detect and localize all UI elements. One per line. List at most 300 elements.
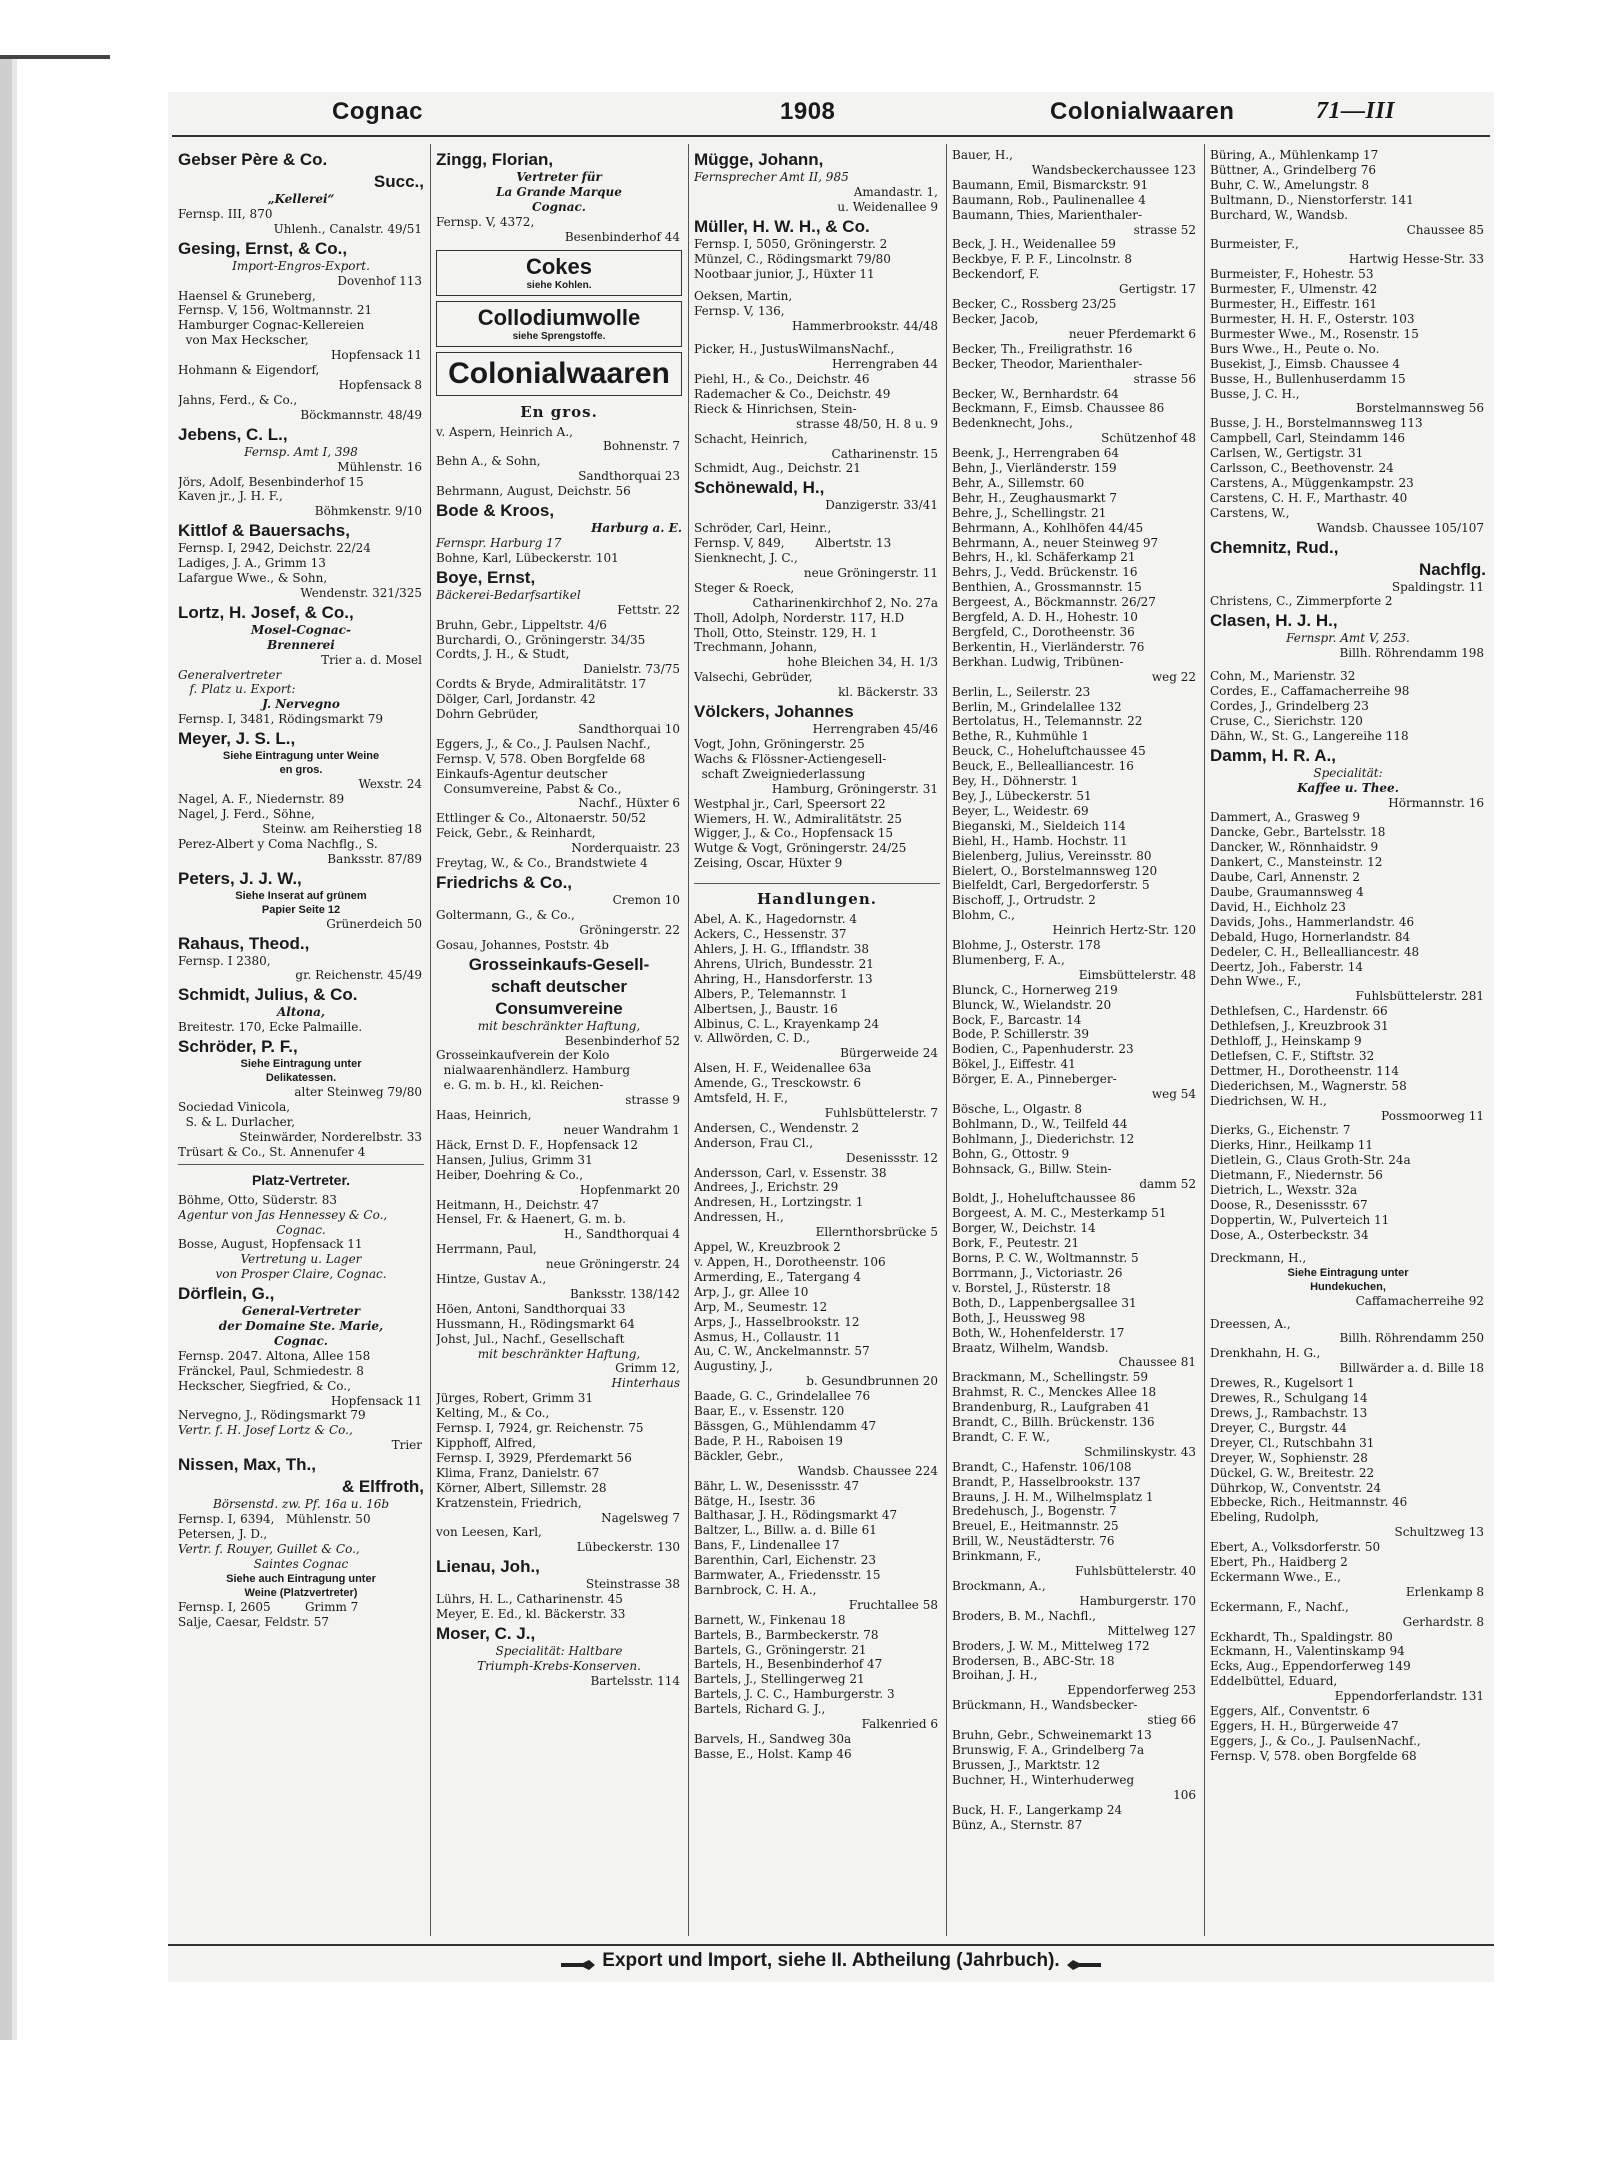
entry-line: Ahlers, J. H. G., Ifflandstr. 38 xyxy=(694,941,870,956)
entry-line: Blohme, J., Osterstr. 178 xyxy=(952,938,1101,953)
entry-line: schaft Zweigniederlassung xyxy=(694,766,866,781)
firm-heading: Nachflg. xyxy=(1418,559,1486,579)
entry-line: Baumann, Emil, Bismarckstr. 91 xyxy=(952,177,1149,192)
entry-line: Busse, J. H., Borstelmannsweg 113 xyxy=(1210,416,1423,431)
entry-address: kl. Bäckerstr. 33 xyxy=(838,685,938,700)
entry-line: Burmeister, F., xyxy=(1210,237,1299,252)
entry-line: Andresen, H., Lortzingstr. 1 xyxy=(694,1195,864,1210)
entry-address: Hopfensack 11 xyxy=(330,1393,422,1408)
entry-line: Blunck, C., Hornerweg 219 xyxy=(952,982,1118,997)
entry-line: v. Allwörden, C. D., xyxy=(694,1031,810,1046)
entry-line: David, H., Eichholz 23 xyxy=(1210,899,1346,914)
entry-line: Ettlinger & Co., Altonaerstr. 50/52 xyxy=(436,811,647,826)
entry-address: H., Sandthorquai 4 xyxy=(563,1227,680,1242)
category-reference: siehe Kohlen. xyxy=(526,279,592,291)
section-rule xyxy=(178,1164,424,1165)
entry-line: Eggers, Alf., Conventstr. 6 xyxy=(1210,1704,1370,1719)
firm-heading: Schönewald, H., xyxy=(694,478,825,498)
entry-line: Dedeler, C. H., Bellealliancestr. 48 xyxy=(1210,944,1420,959)
entry-line: Ebert, Ph., Haidberg 2 xyxy=(1210,1555,1348,1570)
entry-line: Biehl, H., Hamb. Hochstr. 11 xyxy=(952,833,1128,848)
entry-line: Schacht, Heinrich, xyxy=(694,431,808,446)
entry-line: Au, C. W., Anckelmannstr. 57 xyxy=(694,1344,870,1359)
entry-note: Hinterhaus xyxy=(611,1376,680,1391)
entry-line: Dückel, G. W., Breitestr. 22 xyxy=(1210,1465,1375,1480)
entry-address: Wendenstr. 321/325 xyxy=(300,585,422,600)
entry-note: Cognac. xyxy=(276,1222,326,1237)
firm-subtitle: der Domaine Ste. Marie, xyxy=(218,1319,384,1334)
entry-address: neuer Pferdemarkt 6 xyxy=(1068,326,1196,341)
entry-line: Bruhn, Gebr., Lippeltstr. 4/6 xyxy=(436,617,607,632)
entry-line: Berkentin, H., Vierländerstr. 76 xyxy=(952,639,1145,654)
entry-address: Catharinenkirchhof 2, No. 27a xyxy=(752,595,938,610)
entry-line: Barenthin, Carl, Eichenstr. 23 xyxy=(694,1553,876,1568)
entry-line: Kratzenstein, Friedrich, xyxy=(436,1495,582,1510)
entry-line: Cordes, E., Caffamacherreihe 98 xyxy=(1210,684,1410,699)
firm-heading: Clasen, H. J. H., xyxy=(1210,611,1338,631)
entry-address: Caffamacherreihe 92 xyxy=(1355,1293,1484,1308)
entry-address: Amandastr. 1, xyxy=(853,184,938,199)
entry-note: Fernspr. Harburg 17 xyxy=(436,535,562,550)
entry-line: Steger & Roeck, xyxy=(694,580,795,595)
entry-note: Saintes Cognac xyxy=(253,1556,349,1571)
entry-address: strasse 9 xyxy=(625,1093,680,1108)
entry-line: Busse, J. C. H., xyxy=(1210,386,1300,401)
entry-line: Andrees, J., Erichstr. 29 xyxy=(694,1180,839,1195)
column-2 xyxy=(436,148,682,1938)
entry-line: Behr, A., Sillemstr. 60 xyxy=(952,475,1085,490)
column-divider xyxy=(430,144,431,1936)
entry-line: Kaven jr., J. H. F., xyxy=(178,489,283,504)
entry-line: Dietmann, F., Niedernstr. 56 xyxy=(1210,1168,1383,1183)
entry-line: Beckbye, F. P. F., Lincolnstr. 8 xyxy=(952,252,1133,267)
entry-line: Körner, Albert, Sillemstr. 28 xyxy=(436,1480,607,1495)
entry-line: Büring, A., Mühlenkamp 17 xyxy=(1210,148,1379,162)
entry-line: Baltzer, L., Billw. a. d. Bille 61 xyxy=(694,1523,877,1538)
firm-subtitle: „Kellerei“ xyxy=(267,192,335,206)
entry-line: Arp, M., Seumestr. 12 xyxy=(694,1299,828,1314)
entry-line: Bedenknecht, Johs., xyxy=(952,416,1073,431)
entry-line: Bäckler, Gebr., xyxy=(694,1448,784,1463)
entry-line: Ahrens, Ulrich, Bundesstr. 21 xyxy=(694,956,874,971)
entry-line: Brandt, P., Hasselbrookstr. 137 xyxy=(952,1474,1141,1489)
entry-line: Bade, P. H., Raboisen 19 xyxy=(694,1433,843,1448)
firm-heading: Friedrichs & Co., xyxy=(436,873,573,892)
entry-line: Bode, P. Schillerstr. 39 xyxy=(952,1027,1090,1042)
entry-line: Bruhn, Gebr., Schweinemarkt 13 xyxy=(952,1728,1152,1743)
entry-line: Anderson, Frau Cl., xyxy=(694,1135,814,1150)
entry-address: Falkenried 6 xyxy=(861,1717,938,1732)
firm-heading: Gesing, Ernst, & Co., xyxy=(178,238,348,258)
entry-line: Buck, H. F., Langerkamp 24 xyxy=(952,1802,1123,1817)
entry-line: Fernsp. V, 578. Oben Borgfelde 68 xyxy=(436,751,646,766)
entry-line: Wiemers, H. W., Admiralitätstr. 25 xyxy=(694,811,903,826)
reference-note: Siehe Eintragung unter xyxy=(240,1058,362,1071)
entry-line: Blohm, C., xyxy=(952,908,1015,923)
entry-address: Steinwärder, Norderelbstr. 33 xyxy=(239,1129,422,1144)
entry-address: Danzigerstr. 33/41 xyxy=(825,498,938,513)
entry-line: Einkaufs-Agentur deutscher xyxy=(436,766,608,781)
entry-line: Baar, E., v. Essenstr. 120 xyxy=(694,1404,845,1419)
reference-note: Weine (Platzvertreter) xyxy=(244,1586,358,1599)
entry-line: Sienknecht, J. C., xyxy=(694,551,798,566)
firm-subtitle: Vertreter für xyxy=(516,170,602,184)
entry-line: Jürges, Robert, Grimm 31 xyxy=(436,1391,594,1406)
entry-address: Borstelmannsweg 56 xyxy=(1356,401,1484,416)
entry-line: Schmidt, Aug., Deichstr. 21 xyxy=(694,461,861,476)
entry-line: Brinkmann, F., xyxy=(952,1549,1042,1564)
entry-line: Grosseinkaufverein der Kolo xyxy=(436,1048,610,1063)
entry-line: Dose, A., Osterbeckstr. 34 xyxy=(1210,1227,1369,1242)
entry-line: Behrs, H., kl. Schäferkamp 21 xyxy=(952,550,1136,565)
entry-line: Fernsp. V, 578. oben Borgfelde 68 xyxy=(1210,1748,1417,1763)
entry-line: Bergeest, A., Böckmannstr. 26/27 xyxy=(952,595,1156,610)
entry-line: Böhme, Otto, Süderstr. 83 xyxy=(178,1192,337,1207)
entry-line: Hamburger Cognac-Kellereien xyxy=(178,318,365,333)
page-footer xyxy=(168,1944,1494,1976)
entry-line: Fernsp. I, 3929, Pferdemarkt 56 xyxy=(436,1450,632,1465)
entry-address: Billwärder a. d. Bille 18 xyxy=(1339,1361,1484,1376)
entry-line: Carstens, C. H. F., Marthastr. 40 xyxy=(1210,490,1408,505)
entry-line: Bartels, G., Gröningerstr. 21 xyxy=(694,1642,867,1657)
entry-line: Bey, J., Lübeckerstr. 51 xyxy=(952,788,1092,803)
entry-address: Fuhlsbüttelerstr. 281 xyxy=(1355,989,1484,1004)
entry-line: Wutge & Vogt, Gröningerstr. 24/25 xyxy=(694,841,907,856)
entry-address: Hopfenmarkt 20 xyxy=(579,1182,680,1197)
entry-line: Dreckmann, H., xyxy=(1210,1250,1307,1265)
entry-line: Fränckel, Paul, Schmiedestr. 8 xyxy=(178,1363,364,1378)
column-divider xyxy=(946,144,947,1936)
entry-line: Bünz, A., Sternstr. 87 xyxy=(952,1817,1083,1832)
entry-address: Hamburgerstr. 170 xyxy=(1079,1593,1196,1608)
entry-line: Valsechi, Gebrüder, xyxy=(694,670,813,685)
entry-line: Bartels, J. C. C., Hamburgerstr. 3 xyxy=(694,1687,895,1702)
entry-line: Gosau, Johannes, Poststr. 4b xyxy=(436,937,609,952)
entry-line: Broders, B. M., Nachfl., xyxy=(952,1608,1096,1623)
entry-line: Brill, W., Neustädterstr. 76 xyxy=(952,1534,1115,1549)
entry-line: Behrmann, August, Deichstr. 56 xyxy=(436,484,631,499)
entry-line: Fernsp. I 2380, xyxy=(178,953,271,968)
entry-line: Haas, Heinrich, xyxy=(436,1108,532,1123)
entry-line: Andressen, H., xyxy=(694,1210,784,1225)
entry-line: Nervegno, J., Rödingsmarkt 79 xyxy=(178,1408,366,1423)
entry-line: Borger, W., Deichstr. 14 xyxy=(952,1221,1096,1236)
firm-heading: Grosseinkaufs-Gesell- xyxy=(468,954,650,974)
category-title: Colonialwaaren xyxy=(448,356,670,390)
entry-line: Brandt, C. F. W., xyxy=(952,1429,1050,1444)
entry-line: Wachs & Flössner-Actiengesell- xyxy=(694,751,887,766)
entry-line: Herrmann, Paul, xyxy=(436,1242,537,1257)
entry-line: Dreyer, W., Sophienstr. 28 xyxy=(1210,1450,1368,1465)
entry-line: Bässgen, G., Mühlendamm 47 xyxy=(694,1418,877,1433)
entry-line: Tholl, Otto, Steinstr. 129, H. 1 xyxy=(694,625,878,640)
entry-address: u. Weidenallee 9 xyxy=(837,199,938,214)
entry-line: Eckermann, F., Nachf., xyxy=(1210,1599,1349,1614)
firm-subtitle: La Grande Marque xyxy=(496,184,622,199)
column-3 xyxy=(694,148,940,1938)
entry-line: Ebbecke, Rich., Heitmannstr. 46 xyxy=(1210,1495,1408,1510)
entry-address: Billh. Röhrendamm 250 xyxy=(1339,1331,1484,1346)
entry-line: Burmester, F., Ulmenstr. 42 xyxy=(1210,282,1378,297)
entry-note: f. Platz u. Export: xyxy=(178,682,296,697)
entry-line: Bielert, O., Borstelmannsweg 120 xyxy=(952,863,1158,878)
entry-address: Hamburg, Gröningerstr. 31 xyxy=(771,781,938,796)
entry-line: Börger, E. A., Pinneberger- xyxy=(952,1072,1117,1087)
entry-line: Dehn Wwe., F., xyxy=(1210,974,1302,989)
entry-line: v. Borstel, J., Rüsterstr. 18 xyxy=(952,1280,1111,1295)
category-box xyxy=(436,352,682,396)
entry-line: Arps, J., Hasselbrookstr. 12 xyxy=(694,1314,860,1329)
firm-heading: Rahaus, Theod., xyxy=(178,933,310,953)
entry-line: Brackmann, M., Schellingstr. 59 xyxy=(952,1370,1149,1385)
entry-line: Busekist, J., Eimsb. Chaussee 4 xyxy=(1210,356,1401,371)
spacer xyxy=(694,871,940,879)
entry-line: Bartels, Richard G. J., xyxy=(694,1702,826,1717)
entry-address: Wexstr. 24 xyxy=(358,777,422,792)
firm-heading: Consumvereine xyxy=(495,998,623,1018)
entry-address: Cremon 10 xyxy=(612,893,680,907)
entry-line: Tholl, Adolph, Norderstr. 117, H.D xyxy=(694,610,905,625)
entry-line: Goltermann, G., & Co., xyxy=(436,907,575,922)
entry-line: Fernsp. V, 4372, xyxy=(436,214,535,229)
entry-line: Feick, Gebr., & Reinhardt, xyxy=(436,826,596,841)
reference-note: Siehe Eintragung unter xyxy=(1287,1266,1409,1279)
entry-line: Barvels, H., Sandweg 30a xyxy=(694,1732,852,1746)
entry-address: gr. Reichenstr. 45/49 xyxy=(295,968,422,983)
entry-line: Consumvereine, Pabst & Co., xyxy=(436,781,622,796)
entry-address: Nachf., Hüxter 6 xyxy=(578,796,680,811)
entry-line: Deertz, Joh., Faberstr. 14 xyxy=(1210,959,1364,974)
directory-page xyxy=(168,92,1494,1982)
entry-line: Haensel & Gruneberg, xyxy=(178,288,316,303)
entry-address: Schützenhof 48 xyxy=(1101,431,1196,446)
entry-line: Bauer, H., xyxy=(952,148,1013,162)
spacer xyxy=(694,281,940,289)
entry-address: Chaussee 85 xyxy=(1406,222,1484,237)
entry-address: Grünerdeich 50 xyxy=(326,916,422,931)
entry-address: Wandsbeckerchaussee 123 xyxy=(1031,162,1196,177)
entry-line: von Leesen, Karl, xyxy=(436,1525,542,1540)
entry-address: Schmilinskystr. 43 xyxy=(1084,1444,1196,1459)
firm-heading: Dörflein, G., xyxy=(178,1284,275,1304)
entry-line: Behn A., & Sohn, xyxy=(436,454,541,469)
entry-address: Hopfensack 8 xyxy=(338,377,422,392)
entry-line: Becker, Jacob, xyxy=(952,311,1039,326)
entry-line: Häck, Ernst D. F., Hopfensack 12 xyxy=(436,1137,639,1152)
entry-note: Vertr. f. H. Josef Lortz & Co., xyxy=(178,1423,353,1438)
entry-address: Fruchtallee 58 xyxy=(848,1597,938,1612)
entry-line: Baade, G. C., Grindelallee 76 xyxy=(694,1389,871,1404)
entry-line: Westphal jr., Carl, Speersort 22 xyxy=(694,796,886,811)
firm-heading: Damm, H. R. A., xyxy=(1210,745,1336,765)
entry-line: Brandenburg, R., Laufgraben 41 xyxy=(952,1400,1151,1415)
firm-heading: Müller, H. W. H., & Co. xyxy=(694,216,870,236)
entry-line: Bethe, R., Kuhmühle 1 xyxy=(952,729,1090,744)
entry-line: Heckscher, Siegfried, & Co., xyxy=(178,1378,351,1393)
header-left-keyword: Cognac xyxy=(332,98,424,125)
entry-line: Behrs, J., Vedd. Brückenstr. 16 xyxy=(952,565,1138,580)
entry-line: Fernsp. I, 2942, Deichstr. 22/24 xyxy=(178,541,371,556)
entry-line: Carstens, W., xyxy=(1210,505,1290,520)
entry-line: Fernsp. I, 7924, gr. Reichenstr. 75 xyxy=(436,1421,644,1436)
entry-line: Cordes, J., Grindelberg 23 xyxy=(1210,699,1369,713)
entry-line: Both, J., Heussweg 98 xyxy=(952,1310,1086,1325)
reference-note: Siehe Inserat auf grünem xyxy=(235,889,367,902)
column-1 xyxy=(178,148,424,1938)
entry-line: Bielfeldt, Carl, Bergedorferstr. 5 xyxy=(952,878,1150,893)
entry-line: v. Aspern, Heinrich A., xyxy=(436,424,573,439)
entry-line: Eggers, J., & Co., J. PaulsenNachf., xyxy=(1210,1733,1421,1748)
entry-line: Drews, J., Rambachstr. 13 xyxy=(1210,1405,1368,1420)
entry-line: Blumenberg, F. A., xyxy=(952,952,1065,967)
entry-line: Dancke, Gebr., Bartelsstr. 18 xyxy=(1210,825,1386,840)
entry-line: Carstens, A., Müggenkampstr. 23 xyxy=(1210,475,1414,490)
entry-line: Fernsp. V, 156, Woltmannstr. 21 xyxy=(178,303,373,318)
entry-line: Debald, Hugo, Hornerlandstr. 84 xyxy=(1210,929,1411,944)
entry-line: Bartels, B., Barmbeckerstr. 78 xyxy=(694,1627,879,1642)
entry-line: Salje, Caesar, Feldstr. 57 xyxy=(178,1614,330,1629)
entry-address: Trier xyxy=(391,1438,422,1453)
entry-line: nialwaarenhändlerz. Hamburg xyxy=(436,1063,631,1078)
entry-line: Dietlein, G., Claus Groth-Str. 24a xyxy=(1210,1153,1411,1168)
entry-line: Büttner, A., Grindelberg 76 xyxy=(1210,162,1376,177)
entry-line: Oeksen, Martin, xyxy=(694,289,793,304)
entry-line: Jörs, Adolf, Besenbinderhof 15 xyxy=(178,474,364,489)
entry-line: Buhr, C. W., Amelungstr. 8 xyxy=(1210,177,1370,192)
reference-note: Delikatessen. xyxy=(265,1072,337,1085)
entry-address: strasse 48/50, H. 8 u. 9 xyxy=(796,416,938,431)
entry-address: Böckmannstr. 48/49 xyxy=(300,407,422,422)
entry-address: weg 22 xyxy=(1151,669,1196,684)
entry-line: Fernsp. I, 6394, Mühlenstr. 50 xyxy=(178,1512,371,1527)
entry-line: Burs Wwe., H., Peute o. No. xyxy=(1210,341,1380,356)
entry-line: Campbell, Carl, Steindamm 146 xyxy=(1210,431,1406,446)
entry-address: Trier a. d. Mosel xyxy=(321,652,422,667)
entry-line: Dethlefsen, C., Hardenstr. 66 xyxy=(1210,1004,1388,1019)
entry-address: Fuhlsbüttelerstr. 7 xyxy=(824,1105,938,1120)
entry-address: hohe Bleichen 34, H. 1/3 xyxy=(787,655,938,670)
entry-line: Behre, J., Schellingstr. 21 xyxy=(952,505,1107,520)
column-4 xyxy=(952,148,1198,1938)
entry-line: Berlin, L., Seilerstr. 23 xyxy=(952,684,1091,699)
entry-line: Dührkop, W., Conventstr. 24 xyxy=(1210,1480,1382,1495)
entry-line: Busse, H., Bullenhuserdamm 15 xyxy=(1210,371,1406,386)
entry-address: 106 xyxy=(1173,1787,1196,1802)
firm-heading: Meyer, J. S. L., xyxy=(178,729,296,749)
entry-address: Böhmkenstr. 9/10 xyxy=(314,504,422,519)
entry-note: Börsenstd. zw. Pf. 16a u. 16b xyxy=(212,1497,390,1512)
entry-line: Bischoff, J., Ortrudstr. 2 xyxy=(952,893,1096,908)
entry-line: Cruse, C., Sierichstr. 120 xyxy=(1210,713,1363,728)
entry-line: Burchard, W., Wandsb. xyxy=(1210,207,1349,222)
entry-address: Lübeckerstr. 130 xyxy=(576,1540,680,1555)
entry-line: Nagel, A. F., Niedernstr. 89 xyxy=(178,792,345,807)
entry-line: Braatz, Wilhelm, Wandsb. xyxy=(952,1340,1109,1355)
firm-subtitle: Altona, xyxy=(276,1005,326,1020)
entry-address: Banksstr. 138/142 xyxy=(569,1286,680,1301)
entry-line: Ecks, Aug., Eppendorferweg 149 xyxy=(1210,1659,1411,1674)
entry-line: Borgeest, A. M. C., Mesterkamp 51 xyxy=(952,1206,1167,1221)
entry-line: Bosse, August, Hopfensack 11 xyxy=(178,1237,363,1252)
category-title: Collodiumwolle xyxy=(477,304,641,330)
entry-line: Augustiny, J., xyxy=(694,1359,773,1374)
entry-address: Danielstr. 73/75 xyxy=(583,662,680,677)
page-number: 71—III xyxy=(1316,98,1396,124)
category-box xyxy=(436,250,682,296)
entry-note: von Prosper Claire, Cognac. xyxy=(215,1267,387,1282)
firm-heading: schaft deutscher xyxy=(490,976,628,996)
entry-address: Eppendorferweg 253 xyxy=(1067,1683,1196,1698)
entry-line: Beckendorf, F. xyxy=(952,267,1040,282)
entry-note: Vertr. f. Rouyer, Guillet & Co., xyxy=(178,1541,360,1556)
entry-line: Dierks, G., Eichenstr. 7 xyxy=(1210,1123,1351,1138)
firm-heading: Kittlof & Bauersachs, xyxy=(178,521,350,541)
entry-line: Nootbaar junior, J., Hüxter 11 xyxy=(694,266,875,281)
firm-heading: Peters, J. J. W., xyxy=(178,868,302,888)
entry-line: Eggers, H. H., Bürgerweide 47 xyxy=(1210,1719,1399,1733)
entry-note: Specialität: xyxy=(1313,765,1383,780)
entry-line: Eddelbüttel, Eduard, xyxy=(1210,1674,1338,1689)
entry-line: Dankert, C., Mansteinstr. 12 xyxy=(1210,855,1383,870)
pointing-hand-icon xyxy=(559,1956,597,1968)
firm-heading: Nissen, Max, Th., xyxy=(178,1455,316,1475)
entry-line: Appel, W., Kreuzbrook 2 xyxy=(694,1240,841,1255)
entry-line: Eggers, J., & Co., J. Paulsen Nachf., xyxy=(436,736,651,751)
entry-line: Barnbrock, C. H. A., xyxy=(694,1582,817,1597)
entry-line: Bartels, J., Stellingerweg 21 xyxy=(694,1672,865,1687)
firm-heading: Schmidt, Julius, & Co. xyxy=(178,985,358,1005)
entry-address: Gertigstr. 17 xyxy=(1118,282,1196,297)
firm-heading: Jebens, C. L., xyxy=(178,424,288,444)
firm-heading: Boye, Ernst, xyxy=(436,567,536,587)
entry-line: Ahring, H., Hansdorferstr. 13 xyxy=(694,971,873,986)
entry-line: Becker, C., Rossberg 23/25 xyxy=(952,297,1117,312)
entry-line: Piehl, H., & Co., Deichstr. 46 xyxy=(694,371,870,386)
entry-line: Beckmann, F., Eimsb. Chaussee 86 xyxy=(952,401,1165,416)
entry-line: Dethloff, J., Heinskamp 9 xyxy=(1210,1034,1362,1049)
firm-subtitle: Mosel-Cognac- xyxy=(251,622,351,637)
entry-line: Christens, C., Zimmerpforte 2 xyxy=(1210,594,1393,609)
firm-heading: Chemnitz, Rud., xyxy=(1210,537,1339,557)
entry-line: Blunck, W., Wielandstr. 20 xyxy=(952,997,1112,1012)
entry-line: Baumann, Rob., Paulinenallee 4 xyxy=(952,192,1146,207)
entry-line: Cordts & Bryde, Admiralitätstr. 17 xyxy=(436,677,647,692)
entry-line: Behrmann, A., Kohlhöfen 44/45 xyxy=(952,520,1144,535)
column-divider xyxy=(688,144,689,1936)
entry-line: Bähr, L. W., Desenissstr. 47 xyxy=(694,1478,860,1493)
entry-line: Eckmann, H., Valentinskamp 94 xyxy=(1210,1644,1405,1659)
entry-line: Fernsp. V, 849, Albertstr. 13 xyxy=(694,536,892,551)
entry-address: Gerhardstr. 8 xyxy=(1402,1614,1484,1629)
column-divider xyxy=(1204,144,1205,1936)
entry-line: Münzel, C., Rödingsmarkt 79/80 xyxy=(694,251,891,266)
spacer xyxy=(694,513,940,521)
entry-line: Vogt, John, Gröningerstr. 25 xyxy=(694,737,865,751)
entry-line: Brussen, J., Marktstr. 12 xyxy=(952,1757,1100,1772)
entry-line: Carlsen, W., Gertigstr. 31 xyxy=(1210,446,1364,461)
entry-address: Fettstr. 22 xyxy=(617,602,680,617)
reference-note: Siehe Eintragung unter Weine xyxy=(222,750,380,763)
entry-note: Triumph-Krebs-Konserven. xyxy=(477,1658,641,1673)
entry-address: Hopfensack 11 xyxy=(330,348,422,363)
entry-line: Bieganski, M., Sieldeich 114 xyxy=(952,818,1126,833)
entry-line: Brandt, C., Billh. Brückenstr. 136 xyxy=(952,1415,1155,1430)
entry-line: Cohn, M., Marienstr. 32 xyxy=(1210,669,1356,684)
entry-line: Becker, W., Bernhardstr. 64 xyxy=(952,386,1119,401)
entry-line: Daube, Carl, Annenstr. 2 xyxy=(1210,870,1361,885)
entry-line: Both, W., Hohenfelderstr. 17 xyxy=(952,1325,1125,1340)
entry-address: Sandthorquai 23 xyxy=(578,469,680,484)
